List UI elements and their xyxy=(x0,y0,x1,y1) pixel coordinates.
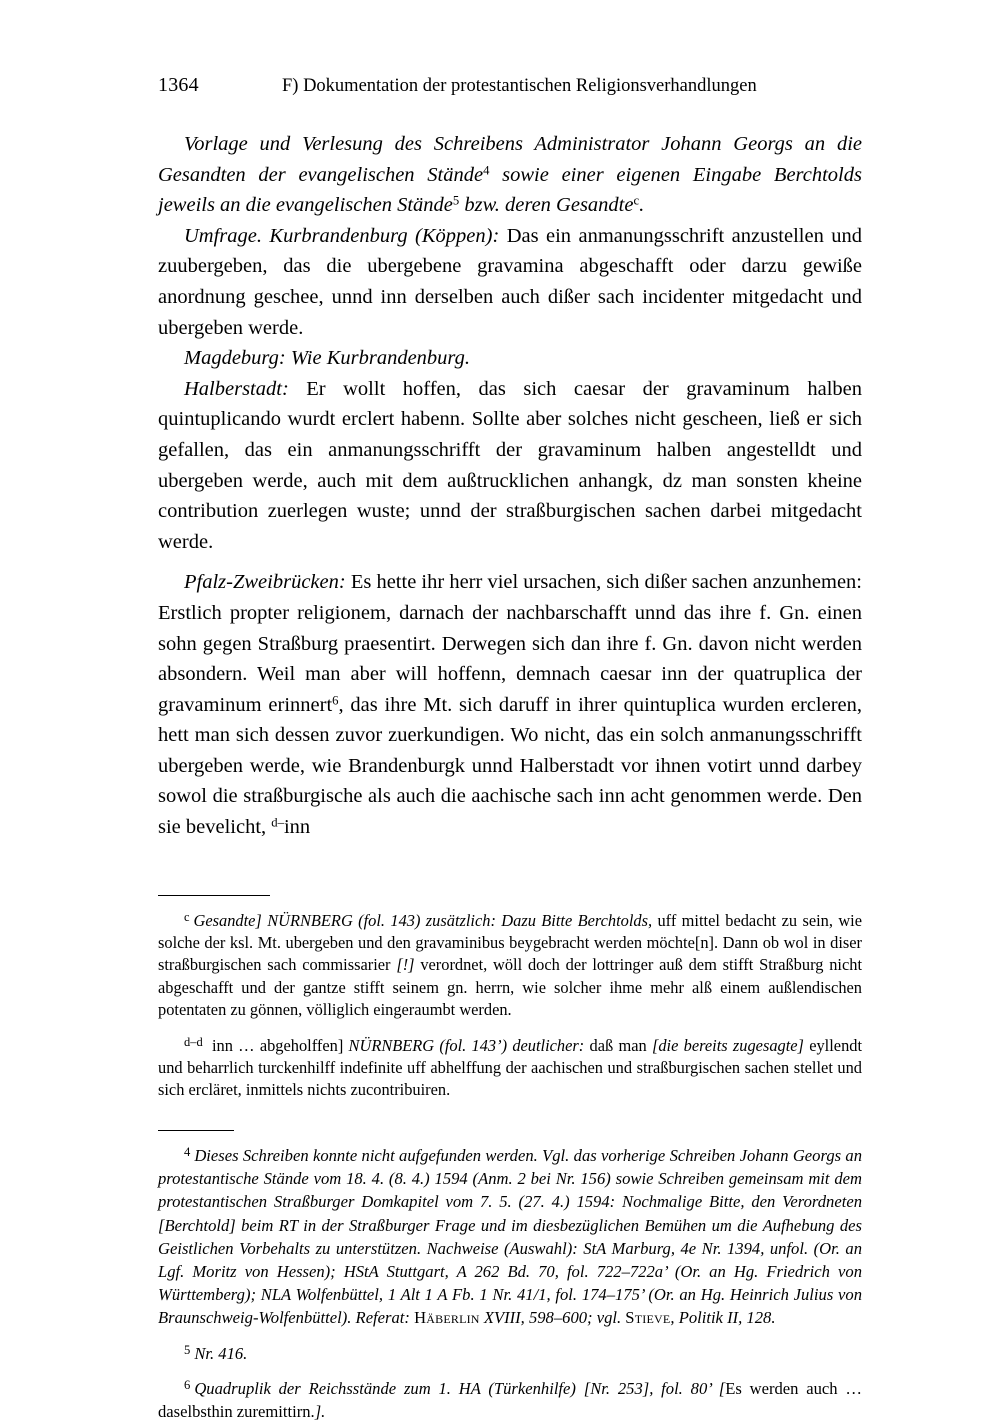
paragraph-heading xyxy=(158,129,862,221)
footnote-d-text-a: daß man xyxy=(584,1035,652,1055)
running-head xyxy=(158,72,862,99)
text-pfalz-c: inn xyxy=(283,816,311,839)
footnote-ref-4[interactable]: 4 xyxy=(483,163,490,177)
footnote-d-insert: [die bereits zugesagte] xyxy=(651,1035,804,1055)
text-kurbrandenburg: Das ein anmanungsschrift anzustellen und zuubergeben, das die ubergebene gravamina abgeschafft oder darzu gewiße anordnung geschee, unnd inn derselben auch dißer sach incidenter mitgedacht und ubergeben werde. xyxy=(158,224,863,339)
speaker-halberstadt: Halberstadt: xyxy=(184,377,289,400)
footnote-rule-lettered xyxy=(158,895,270,896)
footnote-ref-5[interactable]: 5 xyxy=(452,193,460,208)
footnote-d-text-b: eyllendt und beharrlich turckenhilff indefinite uff abhelffung der aachischen und straßburgischen sachen stellet und sich ercläret, inmittels nichts zucontribuiren. xyxy=(158,1035,863,1100)
footnote-c-bracket: [!] xyxy=(396,955,415,975)
footnote-d xyxy=(158,1031,862,1102)
footnote-5-text: Nr. 416. xyxy=(194,1343,248,1363)
heading-italic-lead: Vorlage und Verlesung des Schreibens Administrator Johann Georgs an die Gesandten der evangelischen Stände xyxy=(158,133,862,186)
apparatus-lettered xyxy=(158,895,862,1102)
footnote-6-italic-c: ]. xyxy=(314,1402,326,1421)
apparatus-numbered xyxy=(158,1130,862,1423)
footnote-c xyxy=(158,906,862,1022)
footnote-ref-6[interactable]: 6 xyxy=(332,693,339,708)
text-pfalz-b: , das ihre Mt. sich daruff in ihrer quintuplica wurden ercleren, hett man sich dessen zuvor zuerkundigen. Wo nicht, das ein solch anmanungsschrifft ubergeben werde, wie Brandenburgk unnd Halberstadt vor ihnen votirt unnd darbey sowol die straßburgische als auch die aachische sach inn acht genommen werde. Den sie bevelicht, xyxy=(158,693,863,839)
footnote-ref-c[interactable]: c xyxy=(633,193,640,208)
heading-tail-punct: . xyxy=(639,194,645,217)
paragraph-kurbrandenburg xyxy=(158,221,862,343)
paragraph-magdeburg xyxy=(158,343,862,374)
footnote-c-text: uff mittel bedacht zu sein, wie solche der ksl. Mt. ubergeben und den gravaminibus beygebracht werden möchte[n]. Dann ob wol in diser straßburgischen sach commissarier xyxy=(158,910,862,975)
footnote-4 xyxy=(158,1141,862,1330)
body-text xyxy=(158,129,862,843)
footnote-rule-numbered xyxy=(158,1130,234,1131)
page-content xyxy=(158,72,862,1423)
footnote-d-marker: d–d xyxy=(184,1034,203,1049)
paragraph-halberstadt xyxy=(158,374,862,558)
footnote-4-text-c: , Politik II, 128. xyxy=(670,1308,776,1328)
footnote-6 xyxy=(158,1374,862,1423)
heading-italic-mid: sowie einer eigenen Eingabe Berchtolds jeweils an die evangelischen Stände xyxy=(158,163,862,217)
footnote-c-text-tail: verordnet, wöll doch der lottringer auß dem stifft Straßburg nicht abgeschafft und der gantze stifft seinem gn. herrn, wie solcher ihme mehr alß einem außlendischen potentaten zu gönnen, völliglich eingeraumbt werden. xyxy=(158,955,863,1020)
heading-italic-tail: bzw. deren Gesandte xyxy=(459,194,634,217)
footnote-6-italic-a: Quadruplik der Reichsstände zum 1. HA (Türkenhilfe) [Nr. 253], fol. 80’ [ xyxy=(194,1378,726,1398)
footnote-6-roman-b: Es werden auch … daselbsthin zuremittirn. xyxy=(158,1378,862,1421)
footnote-4-smallcaps-haeberlin: Häberlin xyxy=(414,1308,480,1328)
footnote-d-lemma-italic: NÜRNBERG (fol. 143’) deutlicher: xyxy=(343,1035,585,1055)
speaker-pfalz: Pfalz-Zweibrücken: xyxy=(184,571,346,594)
speaker-kurbrandenburg: Umfrage. Kurbrandenburg (Köppen): xyxy=(184,224,500,247)
footnote-4-smallcaps-stieve: Stieve xyxy=(625,1308,671,1328)
footnote-d-lemma-roman: inn … abgeholffen] xyxy=(206,1035,344,1055)
text-pfalz-a: Es hette ihr herr viel ursachen, sich dißer sachen anzunhemen: Erstlich propter religionem, darnach der nachbarschafft unnd das ihre f. Gn. einen sohn gegen Straßburg praesentirt. Derwegen sich dan ihre f. Gn. davon nicht werden absondern. Weil man aber will hoffenn, demnach caesar inn der quatruplica der gravaminum erinnert xyxy=(158,571,862,716)
footnote-c-marker: c xyxy=(184,909,190,924)
footnote-c-lemma: Gesandte] NÜRNBERG (fol. 143) zusätzlich: Dazu Bitte Berchtolds, xyxy=(193,910,653,930)
footnote-6-marker: 6 xyxy=(184,1377,191,1392)
footnote-5 xyxy=(158,1339,862,1365)
text-halberstadt: Er wollt hoffen, das sich caesar der gravaminum halben quintuplicando wurdt erclert habenn. Sollte aber solches nicht gescheen, ließ er sich gefallen, das ein anmanungsschrifft der gravaminum halben angestelldt und ubergeben werde, auch mit dem außtrucklichen anhangk, dz man sonsten kheine contribution zuerlegen wuste; unnd der straßburgischen sachen darbei mitgedacht werde. xyxy=(158,377,862,553)
speaker-magdeburg: Magdeburg: Wie Kurbrandenburg. xyxy=(184,347,471,370)
paragraph-pfalz-zweibruecken xyxy=(158,567,862,842)
page-number: 1364 xyxy=(158,74,199,96)
footnote-4-text-b: XVIII, 598–600; vgl. xyxy=(479,1308,626,1328)
footnote-ref-d[interactable]: d– xyxy=(271,815,284,830)
running-title: F) Dokumentation der protestantischen Religionsverhandlungen xyxy=(282,76,757,96)
footnote-5-marker: 5 xyxy=(184,1342,191,1357)
footnote-4-text: Dieses Schreiben konnte nicht aufgefunden werden. Vgl. das vorherige Schreiben Johann Georgs an protestantische Stände vom 18. 4. (8. 4.) 1594 (Anm. 2 bei Nr. 156) sowie Schreiben gemeinsam mit dem protestantischen Straßburger Domkapitel vom 7. 5. (27. 4.) 1594: Nochmalige Bitte, den Verordneten [Berchtold] beim RT in der Straßburger Frage und im diesbezüglichen Bemühen um die Aufhebung des Geistlichen Vorbehalts zu unterstützen. Nachweise (Auswahl): StA Marburg, 4e Nr. 1394, unfol. (Or. an Lgf. Moritz von Hessen); HStA Stuttgart, A 262 Bd. 70, fol. 722–722a’ (Or. an Hg. Friedrich von Württemberg); NLA Wolfenbüttel, 1 Alt 1 A Fb. 1 Nr. 41/1, fol. 174–175’ (Or. an Hg. Heinrich Julius von Braunschweig-Wolfenbüttel). Referat: xyxy=(158,1145,862,1328)
footnote-4-marker: 4 xyxy=(184,1144,191,1159)
